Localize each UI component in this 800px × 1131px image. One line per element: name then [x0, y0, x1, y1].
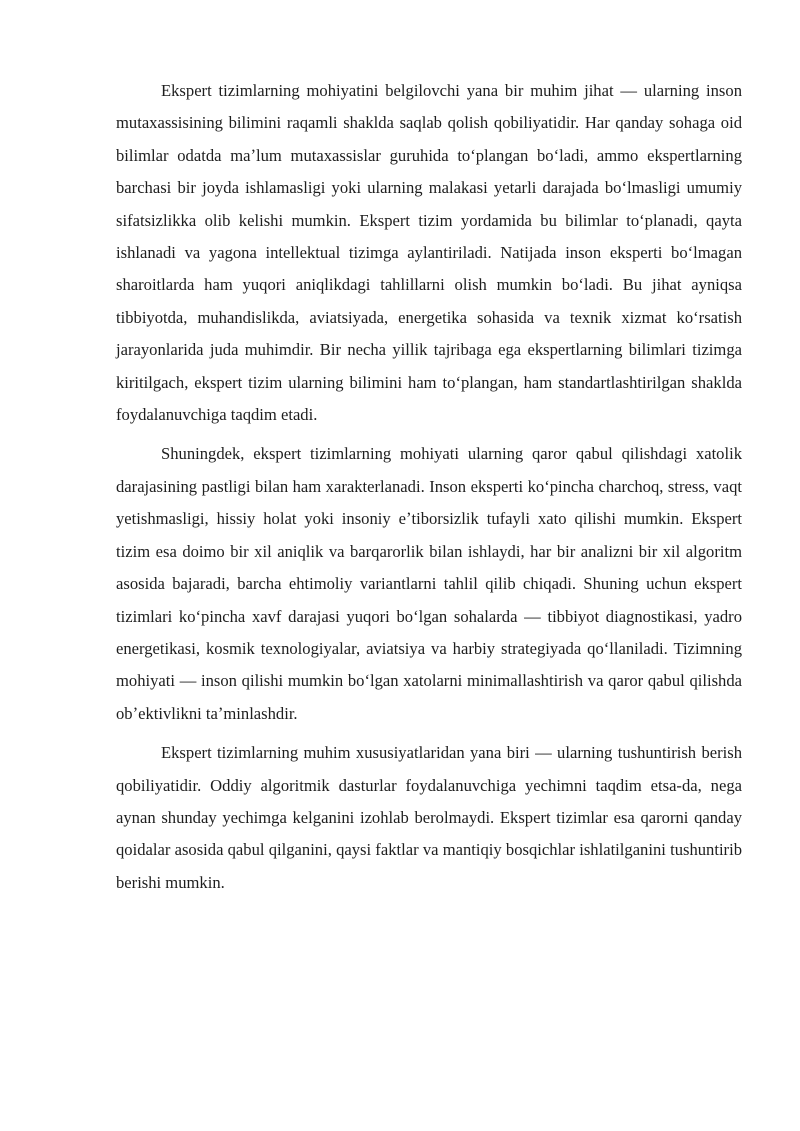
body-text — [116, 75, 742, 906]
paragraph-error-rate: Shuningdek, ekspert tizimlarning mohiyati ularning qaror qabul qilishdagi xatolik darajasining pastligi bilan ham xarakterlanadi. Inson eksperti koʻpincha charchoq, stress, vaqt yetishmasligi, hissiy holat yoki insoniy eʼtiborsizlik tufayli xato qilishi mumkin. Ekspert tizim esa doimo bir xil aniqlik va barqarorlik bilan ishlaydi, har bir analizni bir xil algoritm asosida bajaradi, barcha ehtimoliy variantlarni tahlil qilib chiqadi. Shuning uchun ekspert tizimlari koʻpincha xavf darajasi yuqori boʻlgan sohalarda — tibbiyot diagnostikasi, yadro energetikasi, kosmik texnologiyalar, aviatsiya va harbiy strategiyada qoʻllaniladi. Tizimning mohiyati — inson qilishi mumkin boʻlgan xatolarni minimallashtirish va qaror qabul qilishda obʼektivlikni taʼminlashdir. — [116, 444, 742, 723]
paragraph-explanation-ability: Ekspert tizimlarning muhim xususiyatlaridan yana biri — ularning tushuntirish berish qobiliyatidir. Oddiy algoritmik dasturlar foydalanuvchiga yechimni taqdim etsa-da, nega aynan shunday yechimga kelganini izohlab berolmaydi. Ekspert tizimlar esa qarorni qanday qoidalar asosida qabul qilganini, qaysi faktlar va mantiqiy bosqichlar ishlatilganini tushuntirib berishi mumkin. — [116, 743, 742, 892]
paragraph-expert-knowledge: Ekspert tizimlarning mohiyatini belgilovchi yana bir muhim jihat — ularning inson mutaxassisining bilimini raqamli shaklda saqlab qolish qobiliyatidir. Har qanday sohaga oid bilimlar odatda maʼlum mutaxassislar guruhida toʻplangan boʻladi, ammo ekspertlarning barchasi bir joyda ishlamasligi yoki ularning malakasi yetarli darajada boʻlmasligi umumiy sifatsizlikka olib kelishi mumkin. Ekspert tizim yordamida bu bilimlar toʻplanadi, qayta ishlanadi va yagona intellektual tizimga aylantiriladi. Natijada inson eksperti boʻlmagan sharoitlarda ham yuqori aniqlikdagi tahlillarni olish mumkin boʻladi. Bu jihat ayniqsa tibbiyotda, muhandislikda, aviatsiyada, energetika sohasida va texnik xizmat koʻrsatish jarayonlarida juda muhimdir. Bir necha yillik tajribaga ega ekspertlarning bilimlari tizimga kiritilgach, ekspert tizim ularning bilimini ham toʻplangan, ham standartlashtirilgan shaklda foydalanuvchiga taqdim etadi. — [116, 81, 742, 425]
